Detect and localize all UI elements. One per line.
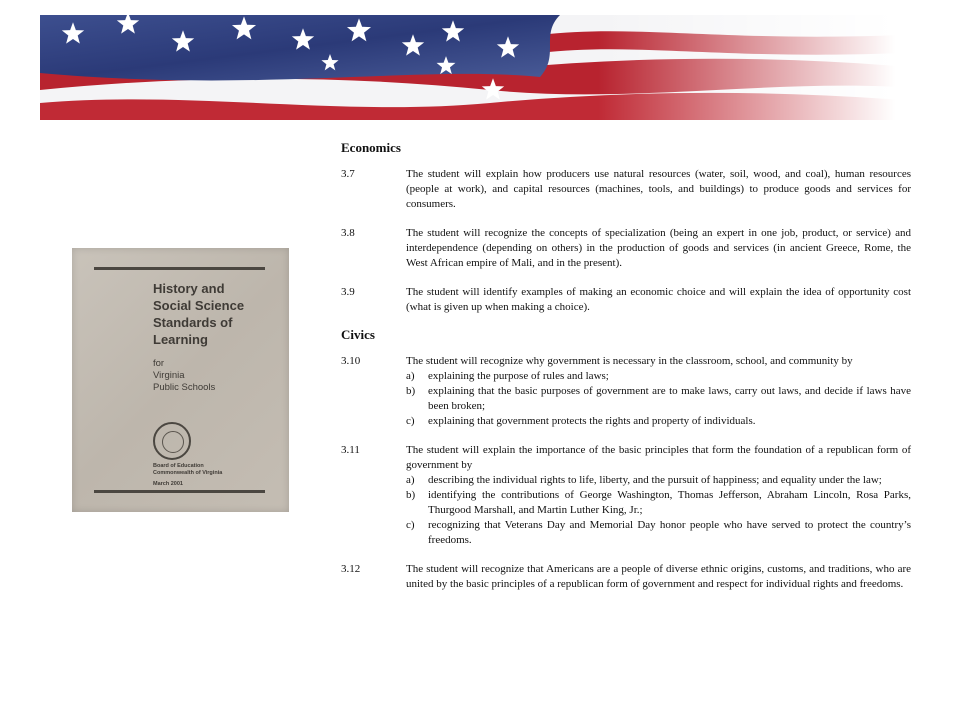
standard-3-7 bbox=[341, 167, 911, 212]
section-heading-civics: Civics bbox=[341, 327, 375, 342]
standard-number: 3.9 bbox=[341, 286, 355, 298]
standard-text: The student will identify examples of making an economic choice and will explain the idea of opportunity cost (what is given up when making a choice). bbox=[406, 286, 911, 313]
item-letter: a) bbox=[406, 474, 415, 486]
flag-banner bbox=[40, 15, 940, 120]
cover-subtitle-line: Virginia bbox=[153, 370, 185, 381]
item-letter: b) bbox=[406, 489, 416, 501]
standard-item bbox=[406, 518, 911, 548]
item-letter: a) bbox=[406, 370, 415, 382]
cover-rule-bottom bbox=[94, 490, 265, 493]
cover-subtitle-line: for bbox=[153, 358, 165, 369]
cover-date: March 2001 bbox=[153, 481, 183, 487]
standard-3-10 bbox=[341, 354, 911, 429]
cover-publisher-line: Commonwealth of Virginia bbox=[153, 470, 223, 476]
item-letter: c) bbox=[406, 415, 415, 427]
standard-3-12 bbox=[341, 562, 911, 592]
standard-number: 3.8 bbox=[341, 227, 355, 239]
cover-publisher-line: Board of Education bbox=[153, 463, 204, 469]
cover-subtitle bbox=[153, 358, 215, 394]
item-text: explaining that the basic purposes of government are to make laws, carry out laws, and decide if laws have been broken; bbox=[428, 385, 911, 412]
standard-text: The student will recognize the concepts of specialization (being an expert in one job, product, or service) and interdependence (depending on others) in the production of goods and services (in ancient Greece, Rome, the West African empire of Mali, and in the present). bbox=[406, 227, 911, 269]
standard-item bbox=[406, 414, 911, 429]
cover-title-line: History and bbox=[153, 281, 225, 296]
standard-item bbox=[406, 369, 911, 384]
standard-3-8 bbox=[341, 226, 911, 271]
standard-text: The student will explain the importance of the basic principles that form the foundation of a republican form of government by bbox=[406, 444, 911, 471]
cover-title-line: Standards of bbox=[153, 315, 233, 330]
section-heading-economics: Economics bbox=[341, 140, 401, 155]
item-letter: c) bbox=[406, 519, 415, 531]
standard-text: The student will recognize why government is necessary in the classroom, school, and community by bbox=[406, 355, 853, 367]
standard-item bbox=[406, 384, 911, 414]
cover-title-line: Social Science bbox=[153, 298, 245, 313]
cover-subtitle-line: Public Schools bbox=[153, 382, 216, 393]
standard-item bbox=[406, 488, 911, 518]
cover-rule-top bbox=[94, 267, 265, 270]
standard-content bbox=[406, 354, 911, 429]
item-text: explaining the purpose of rules and laws; bbox=[428, 370, 609, 382]
cover-title-line: Learning bbox=[153, 332, 208, 347]
standard-number: 3.7 bbox=[341, 168, 355, 180]
standard-text: The student will recognize that Americans are a people of diverse ethnic origins, customs, and traditions, who are united by the basic principles of a republican form of government and respect for individual rights and freedoms. bbox=[406, 563, 911, 590]
standard-text: The student will explain how producers use natural resources (water, soil, wood, and coal), human resources (people at work), and capital resources (machines, tools, and buildings) to produce goods and services for consumers. bbox=[406, 168, 911, 210]
cover-publisher bbox=[153, 463, 222, 477]
book-cover bbox=[72, 248, 289, 512]
virginia-seal-icon bbox=[153, 422, 191, 460]
standard-number: 3.10 bbox=[341, 355, 361, 367]
standard-number: 3.12 bbox=[341, 563, 361, 575]
item-text: explaining that government protects the rights and property of individuals. bbox=[428, 415, 756, 427]
standard-number: 3.11 bbox=[341, 444, 360, 456]
item-text: identifying the contributions of George Washington, Thomas Jefferson, Abraham Lincoln, Rosa Parks, Thurgood Marshall, and Martin Luther King, Jr.; bbox=[428, 489, 911, 516]
item-text: recognizing that Veterans Day and Memorial Day honor people who have served to protect the country’s freedoms. bbox=[428, 519, 911, 546]
cover-title bbox=[153, 280, 273, 348]
standard-3-11 bbox=[341, 443, 911, 548]
standard-content bbox=[406, 443, 911, 548]
standards-document bbox=[341, 140, 911, 600]
standard-3-9 bbox=[341, 285, 911, 315]
item-letter: b) bbox=[406, 385, 416, 397]
item-text: describing the individual rights to life, liberty, and the pursuit of happiness; and equality under the law; bbox=[428, 474, 882, 486]
standard-item bbox=[406, 473, 911, 488]
